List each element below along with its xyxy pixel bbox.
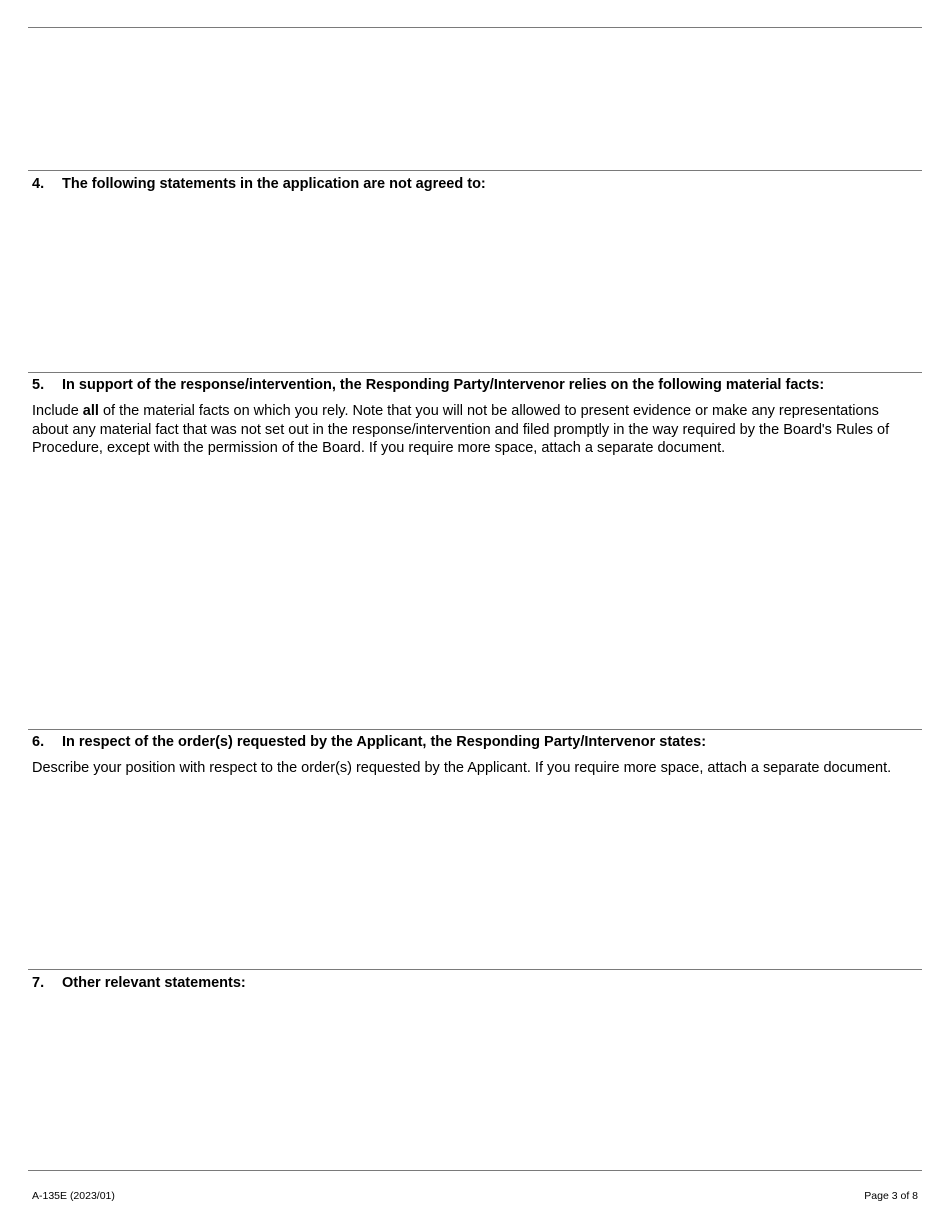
section-6-rule	[28, 729, 922, 730]
section-5-instructions-pre: Include	[32, 403, 83, 419]
section-5-instructions	[32, 402, 917, 458]
section-4-title: The following statements in the application are not agreed to:	[62, 176, 486, 192]
section-4	[32, 175, 917, 193]
section-7-title: Other relevant statements:	[62, 975, 246, 991]
section-6-instructions: Describe your position with respect to the order(s) requested by the Applicant. If you require more space, attach a separate document.	[32, 760, 892, 776]
page-number: Page 3 of 8	[864, 1190, 918, 1202]
section-6	[32, 733, 917, 778]
section-7-rule	[28, 969, 922, 970]
section-5-title: In support of the response/intervention, the Responding Party/Intervenor relies on the following material facts:	[62, 377, 825, 393]
section-7-number: 7.	[32, 975, 45, 991]
section-7-heading	[32, 974, 917, 992]
footer-rule	[28, 1170, 922, 1171]
top-rule	[28, 27, 922, 28]
section-5-instructions-post: of the material facts on which you rely. Note that you will not be allowed to present evidence or make any representations about any material fact that was not set out in the response/intervention and filed promptly in the way required by the Board's Rules of Procedure, except with the permission of the Board. If you require more space, attach a separate document.	[32, 403, 890, 456]
section-5-number: 5.	[32, 377, 45, 393]
section-6-title: In respect of the order(s) requested by the Applicant, the Responding Party/Intervenor states:	[62, 734, 707, 750]
section-5	[32, 376, 917, 458]
section-6-number: 6.	[32, 734, 45, 750]
form-id: A-135E (2023/01)	[32, 1190, 115, 1202]
section-6-heading	[32, 733, 917, 751]
section-5-heading	[32, 376, 917, 394]
section-5-instructions-bold: all	[82, 403, 99, 419]
section-4-number: 4.	[32, 176, 45, 192]
section-7	[32, 974, 917, 992]
section-5-rule	[28, 372, 922, 373]
section-4-rule	[28, 170, 922, 171]
section-4-heading	[32, 175, 917, 193]
